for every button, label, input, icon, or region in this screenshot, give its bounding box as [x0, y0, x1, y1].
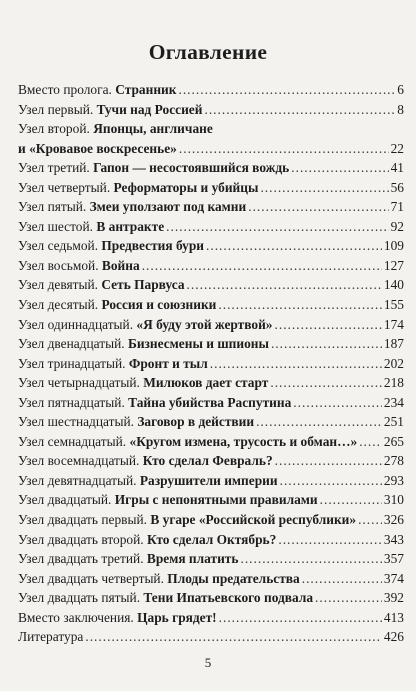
entry-page-number: 155 — [383, 297, 404, 312]
entry-page-number: 374 — [383, 570, 404, 586]
entry-page-number: 127 — [383, 257, 404, 273]
entry-page-number: 310 — [383, 492, 404, 508]
entry-title: В антракте — [96, 218, 165, 234]
entry-title-continued: и «Кровавое воскресенье» — [18, 140, 177, 156]
entry-page-number: 8 — [397, 101, 404, 117]
entry-title: Бизнесмены и шпионы — [127, 336, 269, 352]
entry-page-number: 187 — [383, 336, 404, 352]
toc-entry — [18, 490, 404, 510]
dot-leader — [206, 236, 382, 256]
toc-entry — [18, 100, 404, 120]
entry-prefix: Узел двадцатый. — [18, 492, 115, 508]
entry-prefix: Узел пятый. — [18, 199, 90, 215]
entry-title: Реформаторы и убийцы — [113, 179, 259, 195]
entry-prefix: Вместо заключения. — [18, 609, 138, 625]
toc-entry — [18, 119, 404, 158]
entry-prefix: Узел седьмой. — [18, 238, 102, 254]
toc-entry — [18, 530, 404, 550]
entry-prefix: Узел семнадцатый. — [18, 433, 130, 449]
entry-prefix: Узел девятнадцатый. — [18, 472, 140, 488]
entry-title: Игры с непонятными правилами — [114, 492, 318, 508]
entry-prefix: Вместо пролога. — [18, 81, 116, 97]
dot-leader — [187, 275, 382, 295]
entry-title: Тучи над Россией — [96, 101, 203, 117]
entry-page-number: 92 — [390, 218, 404, 234]
entry-page-number: 326 — [383, 512, 404, 528]
toc-entry — [18, 275, 404, 295]
dot-leader — [218, 295, 382, 315]
entry-prefix: Узел девятый. — [18, 277, 102, 293]
entry-title: Японцы, англичане — [93, 121, 213, 137]
dot-leader — [204, 100, 395, 120]
dot-leader — [240, 549, 381, 569]
toc-entry — [18, 354, 404, 374]
entry-prefix: Узел четвертый. — [18, 179, 114, 195]
entry-title: Змеи уползают под камни — [89, 199, 247, 215]
entry-title: Фронт и тыл — [128, 355, 208, 371]
entry-prefix: Узел двадцать третий. — [18, 551, 147, 567]
entry-title: Война — [101, 257, 140, 273]
dot-leader — [248, 197, 388, 217]
page-number: 5 — [204, 655, 212, 670]
dot-leader — [291, 158, 388, 178]
entry-page-number: 174 — [383, 316, 404, 332]
dot-leader — [358, 510, 382, 530]
entry-prefix: Узел шестнадцатый. — [18, 414, 138, 430]
entry-page-number: 202 — [383, 355, 404, 371]
dot-leader — [178, 80, 395, 100]
entry-title: Кто сделал Февраль? — [142, 453, 273, 469]
dot-leader — [271, 334, 382, 354]
entry-title: Тени Ипатьевского подвала — [143, 590, 314, 606]
entry-title: Кто сделал Октябрь? — [146, 531, 277, 547]
dot-leader — [210, 354, 382, 374]
toc-entry — [18, 451, 404, 471]
entry-title: Заговор в действии — [137, 414, 255, 430]
entry-page-number: 426 — [383, 629, 404, 645]
entry-prefix: Узел двадцать пятый. — [18, 590, 144, 606]
entry-title: Плоды предательства — [167, 570, 300, 586]
entry-title: Россия и союзники — [101, 297, 217, 312]
entry-title: В угаре «Российской республики» — [150, 512, 357, 528]
entry-title: Разрушители империи — [139, 472, 278, 488]
dot-leader — [315, 588, 382, 608]
dot-leader — [270, 373, 382, 393]
entry-title: Тайна убийства Распутина — [128, 394, 292, 410]
entry-title: Время платить — [146, 551, 239, 567]
entry-prefix: Узел второй. — [18, 121, 94, 137]
dot-leader — [179, 139, 389, 159]
entry-page-number: 392 — [383, 590, 404, 606]
entry-prefix: Узел двадцать второй. — [18, 531, 147, 547]
dot-leader — [166, 217, 388, 237]
dot-leader — [275, 451, 382, 471]
toc-entry — [18, 256, 404, 276]
toc-entry — [18, 432, 404, 452]
toc-entry — [18, 627, 404, 647]
entry-title: Гапон — несостоявшийся вождь — [93, 160, 290, 176]
entry-title: «Кругом измена, трусость и обман…» — [129, 433, 358, 449]
toc-entry — [18, 588, 404, 608]
dot-leader — [278, 530, 382, 550]
entry-prefix: Узел шестой. — [18, 218, 97, 234]
entry-prefix: Узел первый. — [18, 101, 97, 117]
entry-prefix: Узел одиннадцатый. — [18, 316, 137, 332]
entry-page-number: 6 — [397, 81, 404, 97]
entry-page-number: 41 — [390, 160, 404, 176]
dot-leader — [219, 608, 382, 628]
entry-title: Милюков дает старт — [143, 375, 269, 391]
entry-page-number: 293 — [383, 472, 404, 488]
entry-page-number: 413 — [383, 609, 404, 625]
entry-prefix: Узел двадцать четвертый. — [18, 570, 168, 586]
toc-entry — [18, 197, 404, 217]
toc-entry — [18, 217, 404, 237]
entry-title: Странник — [115, 81, 177, 97]
dot-leader — [142, 256, 382, 276]
entry-prefix: Узел восемнадцатый. — [18, 453, 143, 469]
entry-prefix: Узел двадцать первый. — [18, 512, 151, 528]
table-of-contents — [18, 80, 404, 647]
dot-leader — [256, 412, 382, 432]
entry-prefix: Узел третий. — [18, 160, 94, 176]
dot-leader — [302, 569, 382, 589]
toc-entry — [18, 80, 404, 100]
dot-leader — [293, 393, 382, 413]
entry-prefix: Литература — [18, 629, 84, 645]
dot-leader — [85, 627, 382, 647]
toc-entry — [18, 295, 404, 315]
toc-entry — [18, 549, 404, 569]
dot-leader — [320, 490, 382, 510]
entry-page-number: 22 — [390, 140, 404, 156]
entry-page-number: 343 — [383, 531, 404, 547]
toc-entry — [18, 315, 404, 335]
entry-prefix: Узел восьмой. — [18, 257, 102, 273]
toc-entry — [18, 373, 404, 393]
toc-entry — [18, 178, 404, 198]
page-title: Оглавление — [148, 40, 268, 64]
entry-title: Предвестия бури — [101, 238, 205, 254]
entry-prefix: Узел двенадцатый. — [18, 336, 128, 352]
dot-leader — [359, 432, 382, 452]
entry-page-number: 234 — [383, 394, 404, 410]
entry-page-number: 251 — [383, 414, 404, 430]
dot-leader — [260, 178, 388, 198]
entry-title: Царь грядет! — [137, 609, 217, 625]
entry-prefix: Узел четырнадцатый. — [18, 375, 144, 391]
toc-entry — [18, 569, 404, 589]
entry-page-number: 56 — [390, 179, 404, 195]
entry-page-number: 109 — [383, 238, 404, 254]
entry-prefix: Узел пятнадцатый. — [18, 394, 129, 410]
toc-entry — [18, 471, 404, 491]
entry-title: «Я буду этой жертвой» — [136, 316, 273, 332]
toc-entry — [18, 608, 404, 628]
toc-entry — [18, 412, 404, 432]
toc-entry — [18, 334, 404, 354]
toc-entry — [18, 236, 404, 256]
dot-leader — [275, 315, 382, 335]
toc-entry — [18, 158, 404, 178]
dot-leader — [280, 471, 382, 491]
toc-entry — [18, 393, 404, 413]
entry-prefix: Узел десятый. — [18, 297, 102, 312]
toc-entry — [18, 510, 404, 530]
entry-prefix: Узел тринадцатый. — [18, 355, 129, 371]
entry-page-number: 278 — [383, 453, 404, 469]
entry-page-number: 357 — [383, 551, 404, 567]
entry-page-number: 265 — [383, 433, 404, 449]
entry-page-number: 71 — [390, 199, 404, 215]
entry-page-number: 140 — [383, 277, 404, 293]
entry-title: Сеть Парвуса — [101, 277, 185, 293]
entry-page-number: 218 — [383, 375, 404, 391]
